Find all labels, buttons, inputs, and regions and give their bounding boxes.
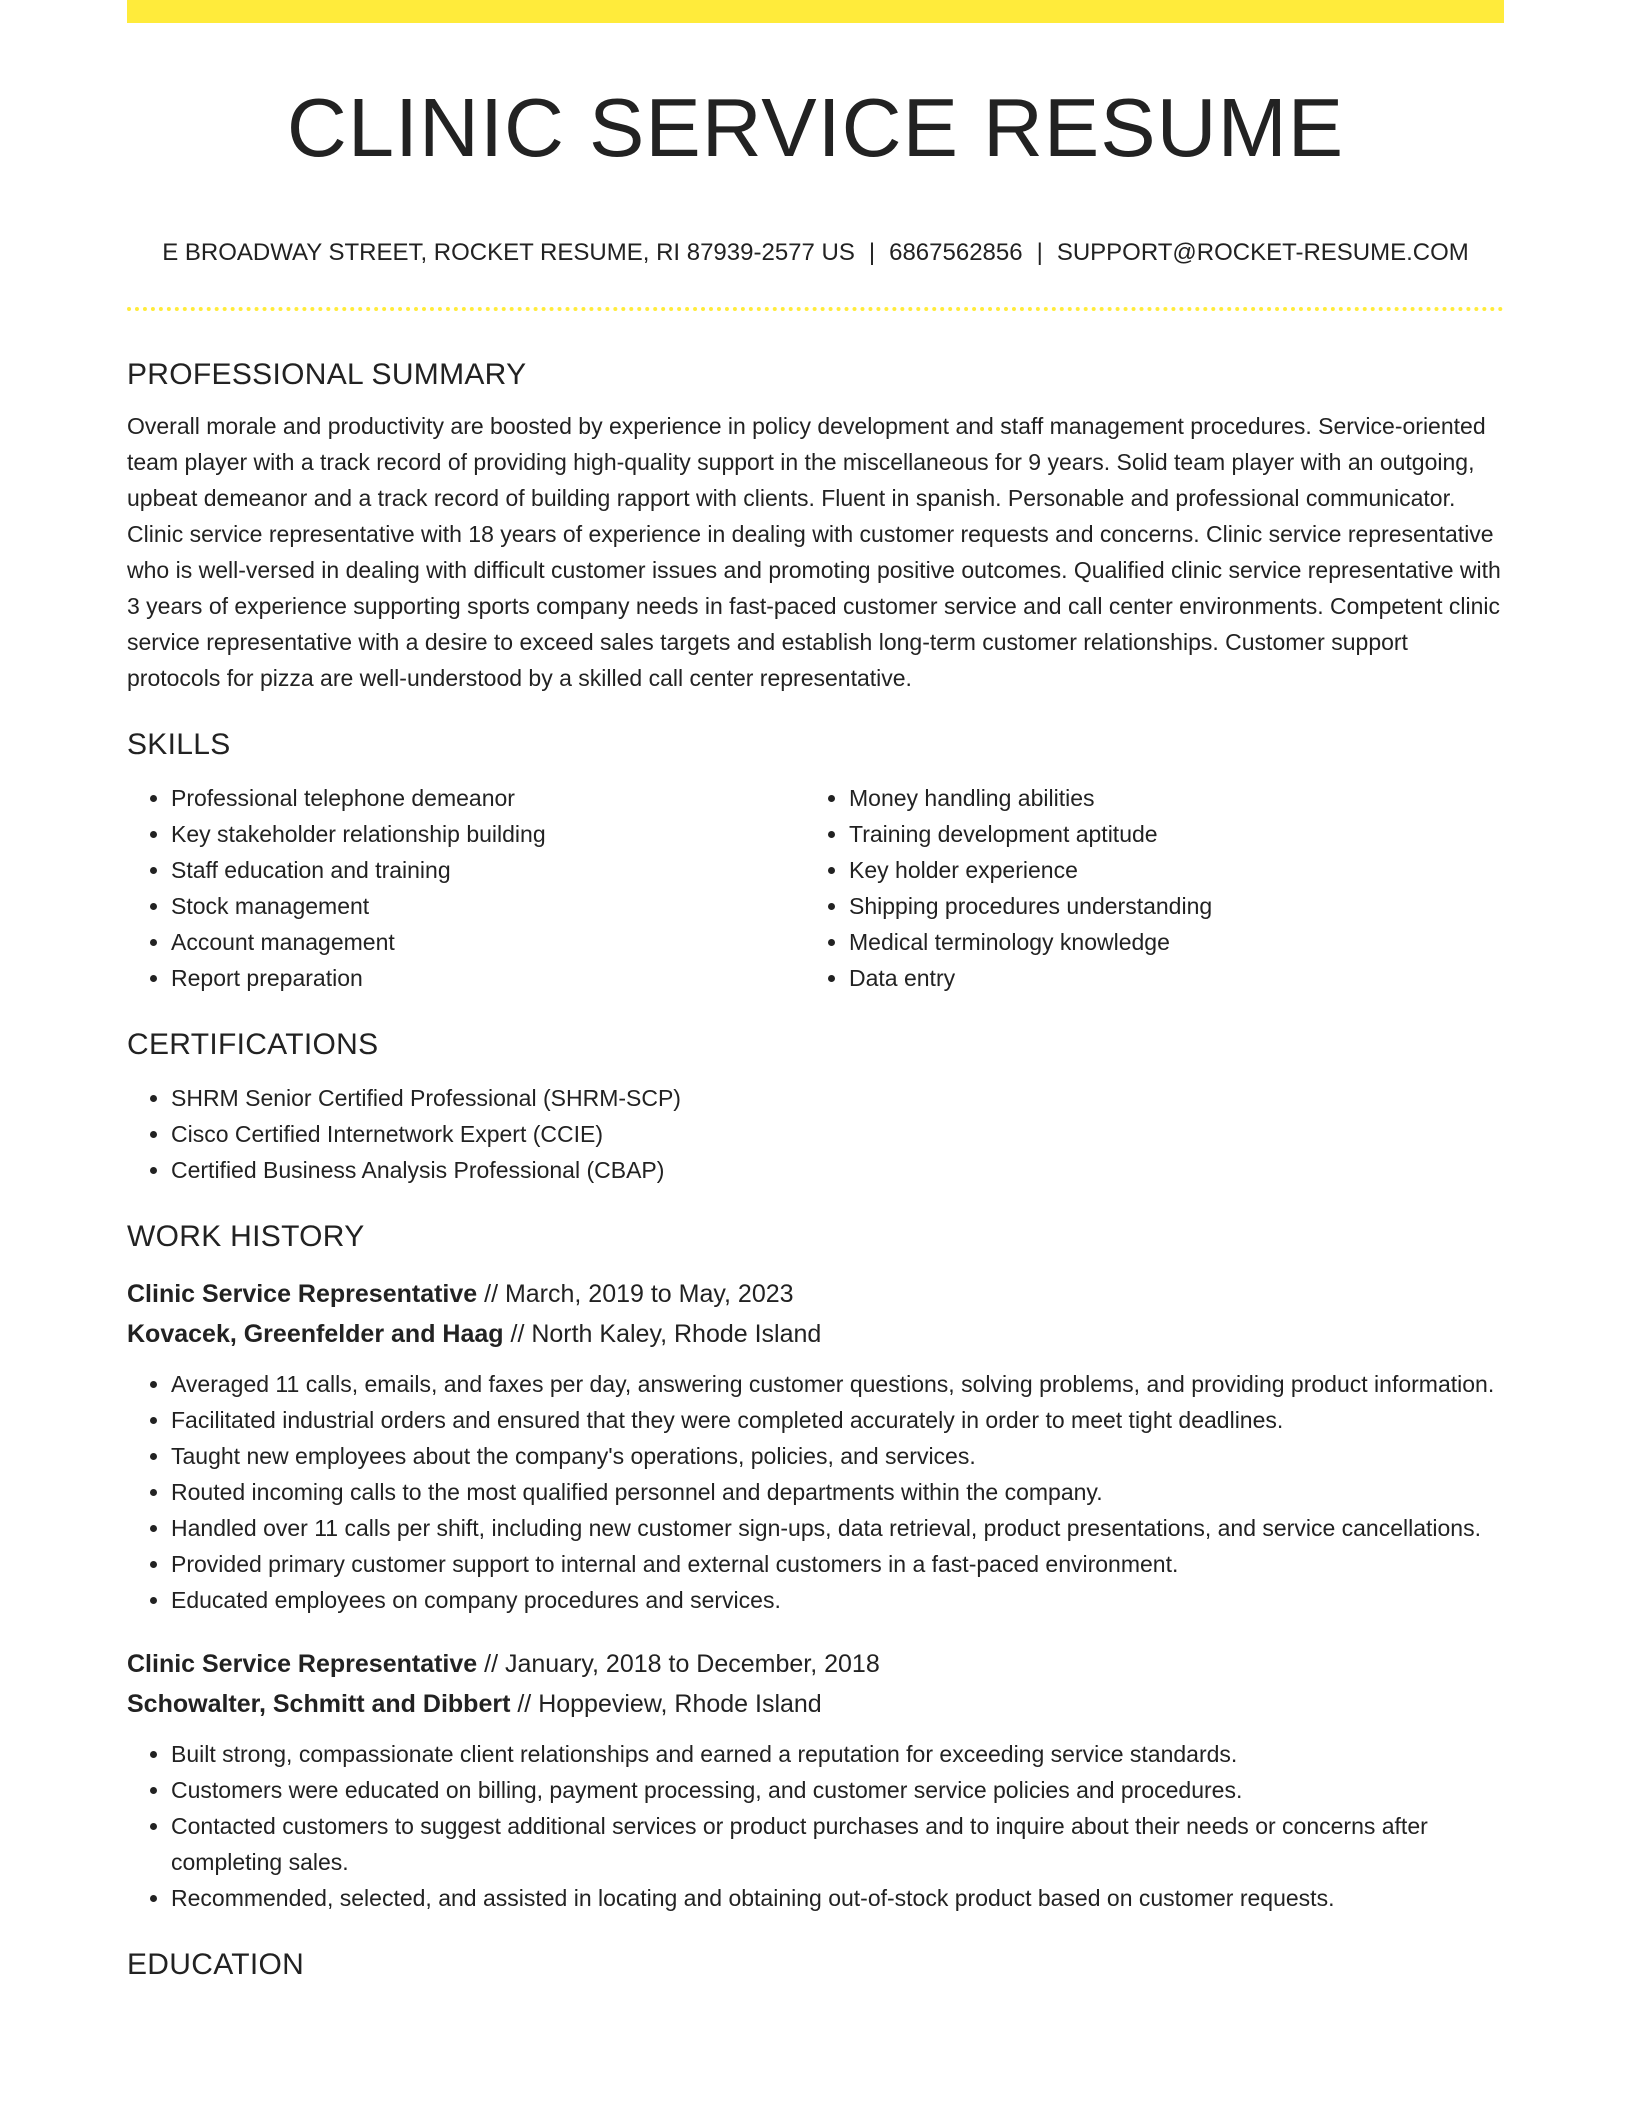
job-duty: • Facilitated industrial orders and ensured that they were completed accurately in order to meet tight deadlines. [171, 1402, 1504, 1438]
job-duties-list [127, 1366, 1504, 1618]
job-duty: • Handled over 11 calls per shift, including new customer sign-ups, data retrieval, product presentations, and service cancellations. [171, 1510, 1504, 1546]
job-duty: • Customers were educated on billing, payment processing, and customer service policies and procedures. [171, 1772, 1504, 1808]
skill-item: • Key holder experience [849, 852, 1483, 888]
skills-section [127, 722, 1504, 996]
phone: 6867562856 [889, 239, 1023, 266]
skill-item: • Key stakeholder relationship building [171, 816, 805, 852]
skills-heading: SKILLS [127, 728, 231, 761]
skill-item: • Money handling abilities [849, 780, 1483, 816]
skill-item: • Data entry [849, 960, 1483, 996]
certification-item: • SHRM Senior Certified Professional (SHRM-SCP) [171, 1080, 1504, 1116]
job-duty: • Built strong, compassionate client relationships and earned a reputation for exceeding service standards. [171, 1736, 1504, 1772]
job-duty: • Contacted customers to suggest additional services or product purchases and to inquire about their needs or concerns after completing sales. [171, 1808, 1504, 1880]
skill-item: • Training development aptitude [849, 816, 1483, 852]
job-duty: • Routed incoming calls to the most qualified personnel and departments within the company. [171, 1474, 1504, 1510]
certifications-heading: CERTIFICATIONS [127, 1028, 379, 1061]
work-history-section [127, 1214, 1504, 1916]
address: E BROADWAY STREET, ROCKET RESUME, RI 87939-2577 US [162, 239, 855, 266]
job-title-line [127, 1644, 1504, 1684]
summary-text: Overall morale and productivity are boosted by experience in policy development and staff management procedures. Service-oriented team player with a track record of providing high-quality support in the miscellaneous for 9 years. Solid team player with an outgoing, upbeat demeanor and a track record of building rapport with clients. Fluent in spanish. Personable and professional communicator. Clinic service representative with 18 years of experience in dealing with customer requests and concerns. Clinic service representative who is well-versed in dealing with difficult customer issues and promoting positive outcomes. Qualified clinic service representative with 3 years of experience supporting sports company needs in fast-paced customer service and call center environments. Competent clinic service representative with a desire to exceed sales targets and establish long-term customer relationships. Customer support protocols for pizza are well-understood by a skilled call center representative. [127, 413, 1501, 691]
work-history-heading: WORK HISTORY [127, 1220, 365, 1253]
header-divider [127, 307, 1504, 311]
skills-list-right [805, 780, 1483, 996]
skill-item: • Report preparation [171, 960, 805, 996]
job-duty: • Averaged 11 calls, emails, and faxes per day, answering customer questions, solving problems, and providing product information. [171, 1366, 1504, 1402]
skill-item: • Staff education and training [171, 852, 805, 888]
job-entry [127, 1644, 1504, 1916]
top-accent-bar [127, 0, 1504, 23]
job-title: Clinic Service Representative [127, 1650, 478, 1678]
job-company-line [127, 1684, 1504, 1724]
job-dates: // March, 2019 to May, 2023 [477, 1280, 794, 1308]
job-entry [127, 1274, 1504, 1618]
resume-title: CLINIC SERVICE RESUME [286, 81, 1345, 174]
education-section [127, 1942, 1504, 1988]
contact-separator: | [1036, 239, 1043, 266]
skills-list-left [127, 780, 805, 996]
certifications-section [127, 1022, 1504, 1188]
job-duty: • Taught new employees about the company's operations, policies, and services. [171, 1438, 1504, 1474]
job-duty: • Educated employees on company procedures and services. [171, 1582, 1504, 1618]
contact-line [127, 236, 1504, 270]
job-dates: // January, 2018 to December, 2018 [477, 1650, 880, 1678]
job-duty: • Provided primary customer support to internal and external customers in a fast-paced environment. [171, 1546, 1504, 1582]
skill-item: • Stock management [171, 888, 805, 924]
job-company-line [127, 1314, 1504, 1354]
certification-item: • Certified Business Analysis Professional (CBAP) [171, 1152, 1504, 1188]
certifications-list [127, 1080, 1504, 1188]
skills-grid [127, 780, 1504, 996]
job-company: Schowalter, Schmitt and Dibbert [127, 1690, 511, 1718]
job-duties-list [127, 1736, 1504, 1916]
job-location: // North Kaley, Rhode Island [503, 1320, 822, 1348]
job-duty: • Recommended, selected, and assisted in locating and obtaining out-of-stock product based on customer requests. [171, 1880, 1504, 1916]
job-company: Kovacek, Greenfelder and Haag [127, 1320, 504, 1348]
skill-item: • Shipping procedures understanding [849, 888, 1483, 924]
skill-item: • Medical terminology knowledge [849, 924, 1483, 960]
email: SUPPORT@ROCKET-RESUME.COM [1056, 239, 1469, 266]
job-title: Clinic Service Representative [127, 1280, 478, 1308]
skill-item: • Account management [171, 924, 805, 960]
summary-heading: PROFESSIONAL SUMMARY [127, 358, 527, 391]
skill-item: • Professional telephone demeanor [171, 780, 805, 816]
summary-section [127, 352, 1504, 696]
certification-item: • Cisco Certified Internetwork Expert (CCIE) [171, 1116, 1504, 1152]
resume-body [127, 352, 1504, 1988]
job-title-line [127, 1274, 1504, 1314]
education-heading: EDUCATION [127, 1948, 305, 1981]
contact-separator: | [868, 239, 876, 266]
job-location: // Hoppeview, Rhode Island [510, 1690, 822, 1718]
